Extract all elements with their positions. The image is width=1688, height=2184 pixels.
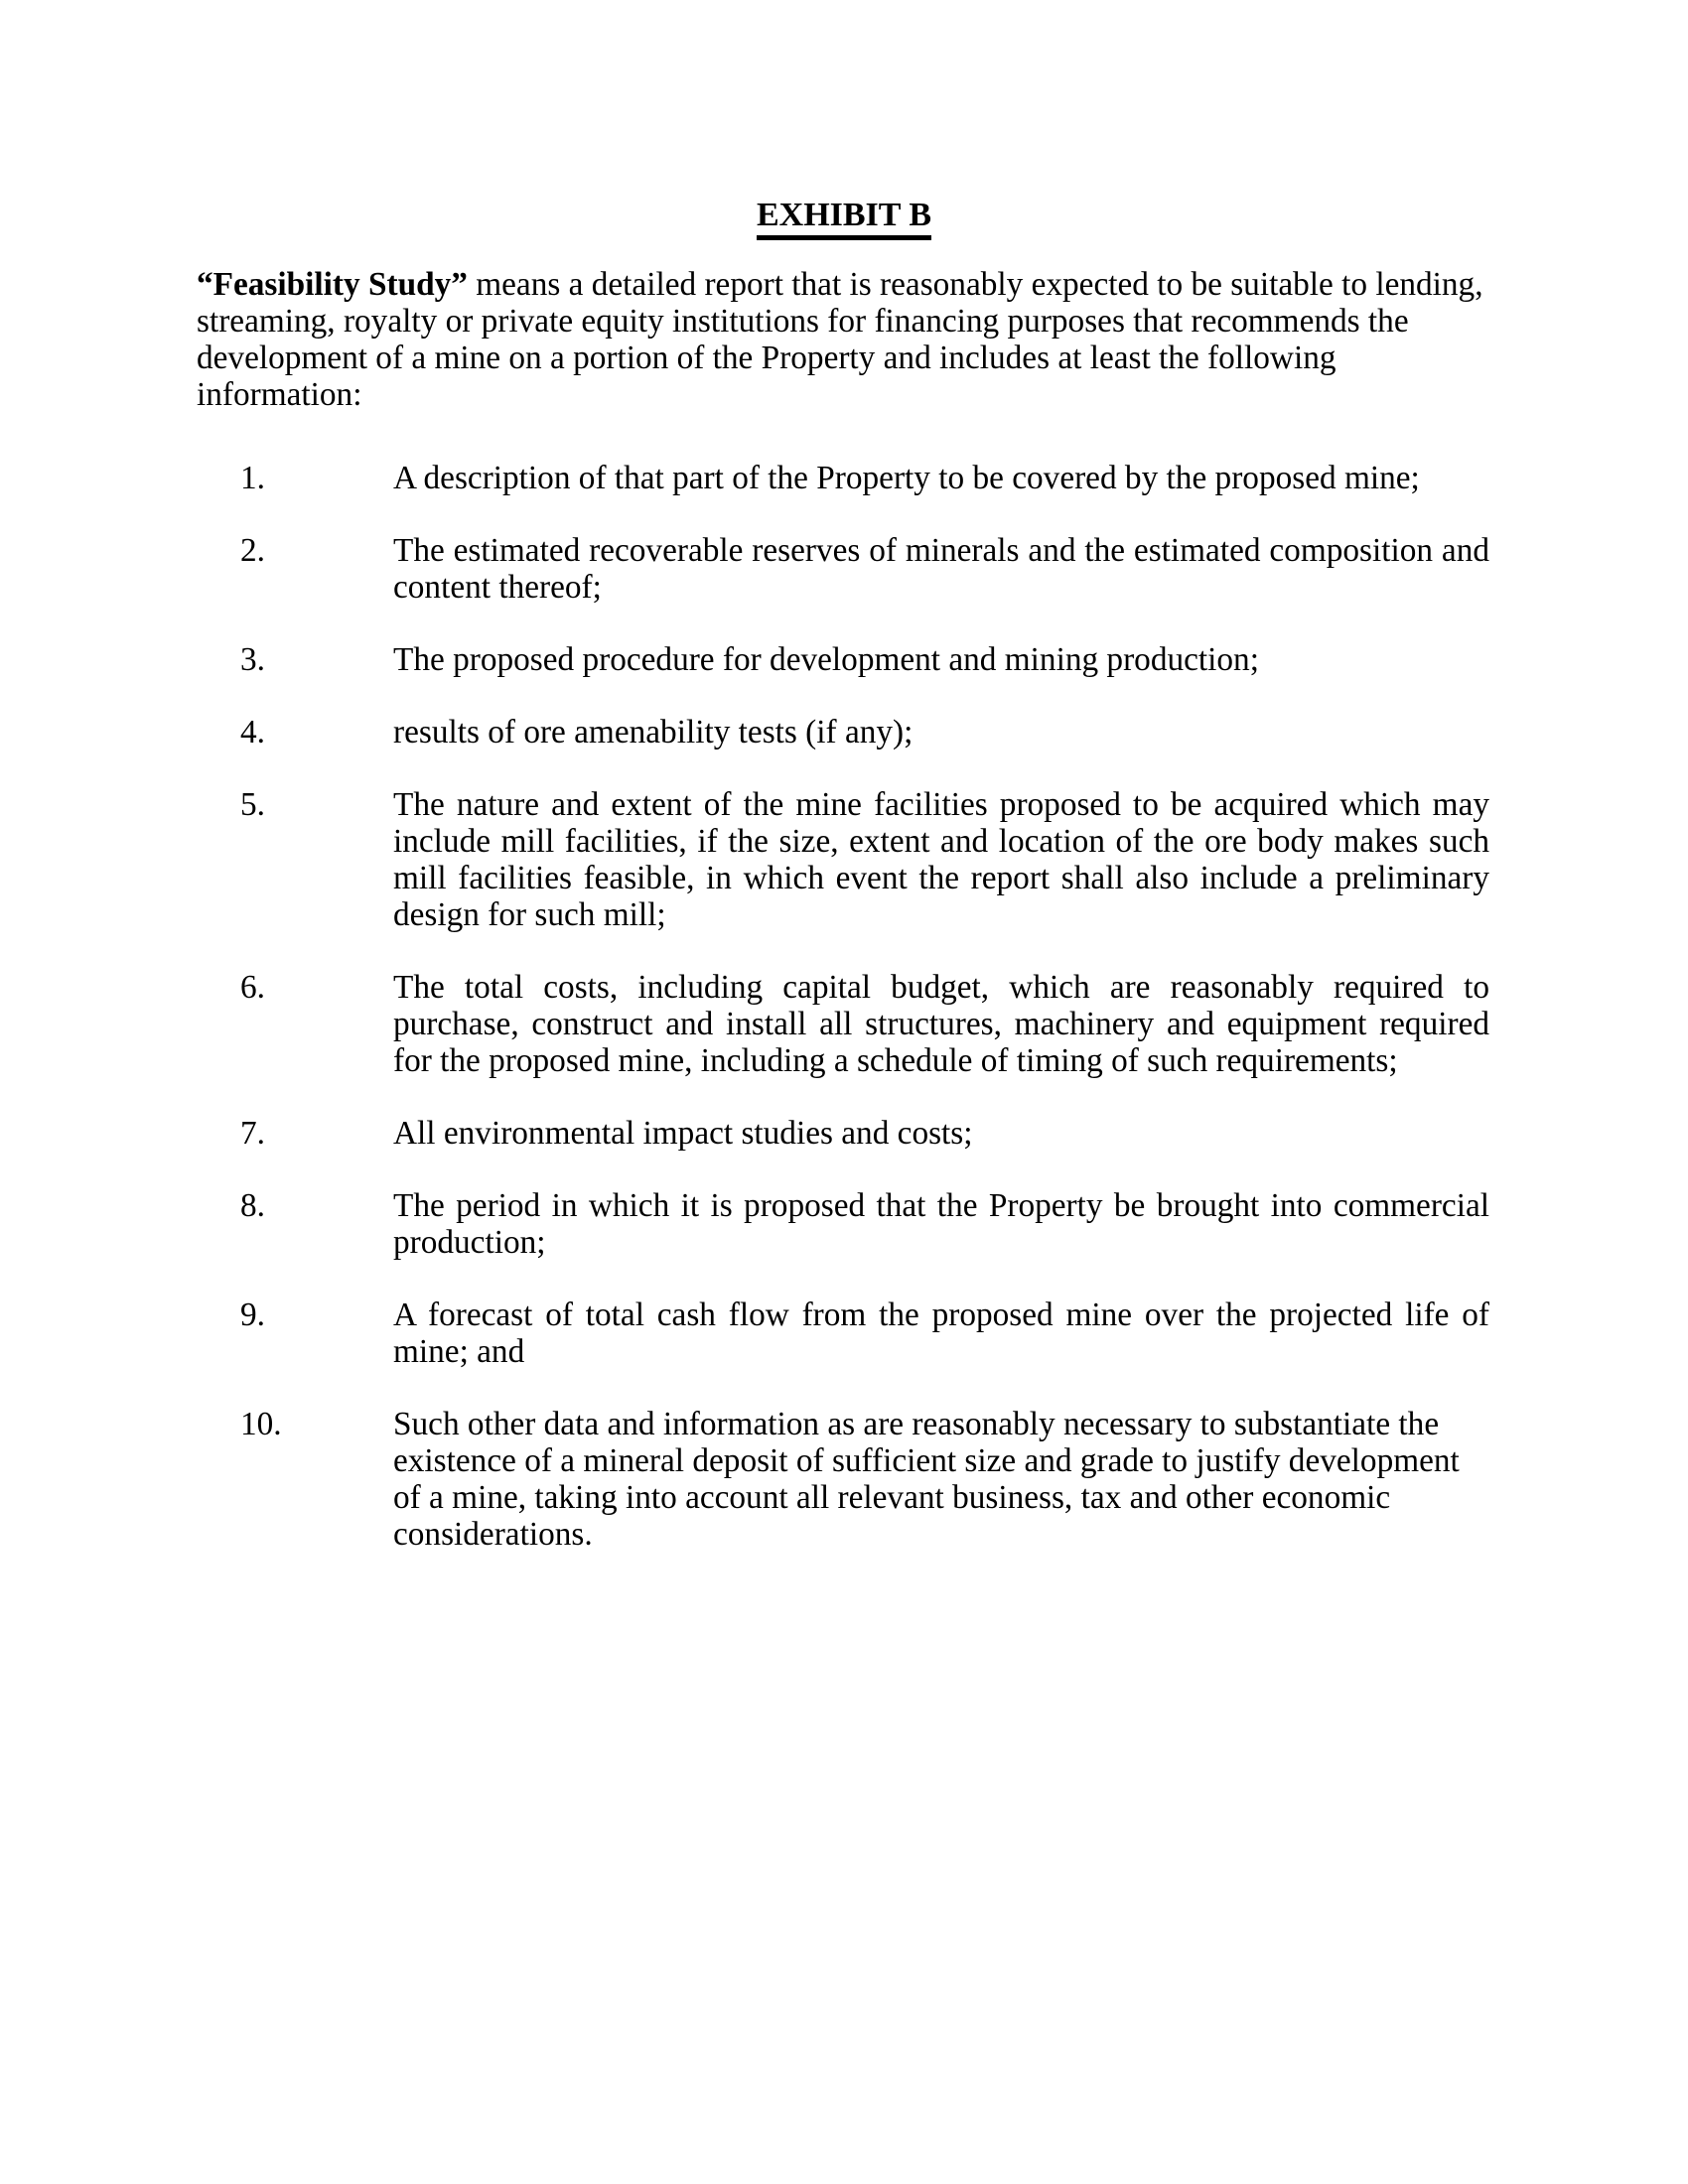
- item-number: 5.: [240, 786, 265, 823]
- list-item: [240, 1115, 1489, 1152]
- item-number: 4.: [240, 714, 265, 751]
- item-number: 3.: [240, 641, 265, 678]
- item-text: results of ore amenability tests (if any);: [393, 714, 914, 751]
- list-item: [240, 1187, 1489, 1261]
- opening-quote: “: [197, 266, 213, 303]
- exhibit-title-text: EXHIBIT B: [757, 199, 931, 240]
- closing-quote: ”: [451, 266, 468, 303]
- defined-term-text: Feasibility Study: [212, 266, 452, 303]
- item-text: Such other data and information as are reasonably necessary to substantiate the existence of a mineral deposit of sufficient size and grade to justify development of a mine, taking into account all relevant business, tax and other economic considerations.: [393, 1406, 1460, 1553]
- item-number: 6.: [240, 969, 265, 1006]
- item-number: 10.: [240, 1406, 282, 1442]
- item-text: The proposed procedure for development and mining production;: [393, 641, 1259, 678]
- intro-paragraph: [197, 266, 1489, 413]
- item-number: 2.: [240, 532, 265, 569]
- list-item: [240, 460, 1489, 496]
- list-item: [240, 714, 1489, 751]
- list-item: [240, 1297, 1489, 1370]
- list-item: [240, 1406, 1489, 1553]
- item-text: The total costs, including capital budget, which are reasonably required to purchase, construct and install all structures, machinery and equipment required for the proposed mine, including a schedule of timing of such requirements;: [393, 969, 1489, 1079]
- list-item: [240, 532, 1489, 606]
- item-text: The estimated recoverable reserves of minerals and the estimated composition and content thereof;: [393, 532, 1489, 606]
- list-item: [240, 641, 1489, 678]
- item-number: 8.: [240, 1187, 265, 1224]
- item-number: 9.: [240, 1297, 265, 1333]
- item-text: A forecast of total cash flow from the proposed mine over the projected life of mine; and: [393, 1297, 1489, 1370]
- exhibit-title: [0, 199, 1688, 240]
- intro-paragraph-text: means a detailed report that is reasonably expected to be suitable to lending, streaming, royalty or private equity institutions for financing purposes that recommends the development of a mine on a portion of the Property and includes at least the following information:: [197, 266, 1483, 413]
- defined-term: [197, 266, 468, 303]
- list-item: [240, 969, 1489, 1079]
- item-text: A description of that part of the Property to be covered by the proposed mine;: [393, 460, 1420, 496]
- item-text: All environmental impact studies and costs;: [393, 1115, 973, 1152]
- item-text: The nature and extent of the mine facilities proposed to be acquired which may include mill facilities, if the size, extent and location of the ore body makes such mill facilities feasible, in which event the report shall also include a preliminary design for such mill;: [393, 786, 1489, 933]
- item-number: 1.: [240, 460, 265, 496]
- item-number: 7.: [240, 1115, 265, 1152]
- requirements-list: [240, 460, 1489, 1588]
- list-item: [240, 786, 1489, 933]
- item-text: The period in which it is proposed that the Property be brought into commercial production;: [393, 1187, 1489, 1261]
